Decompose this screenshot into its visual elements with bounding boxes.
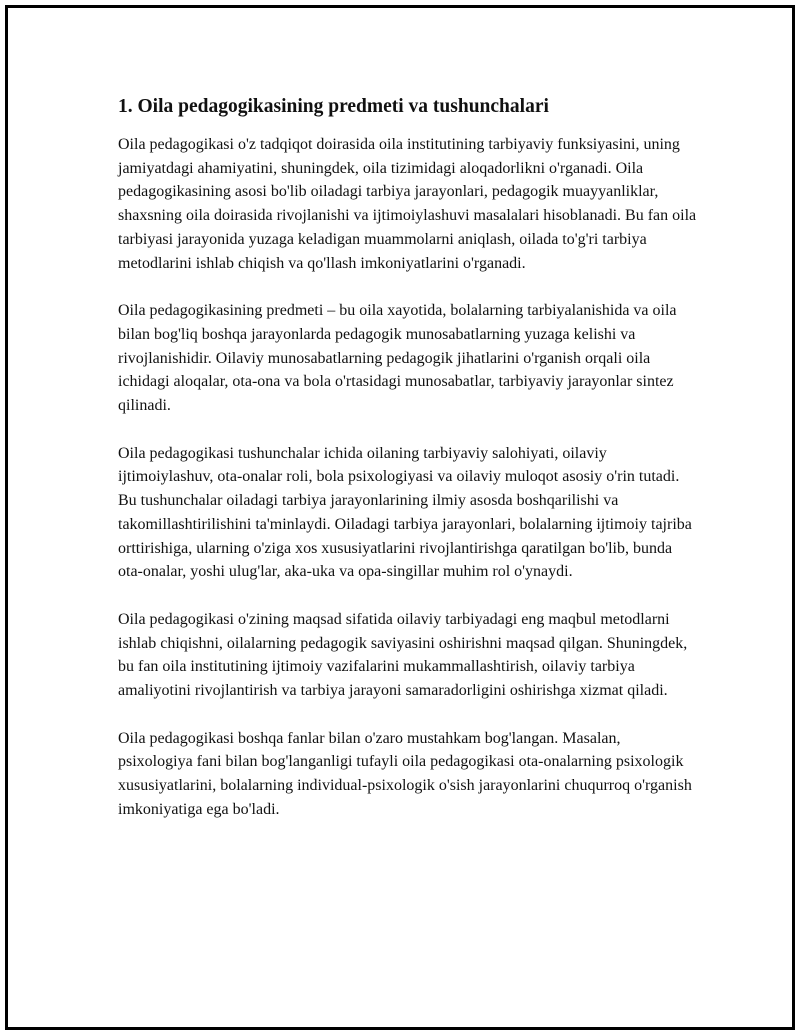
paragraph-1: Oila pedagogikasi o'z tadqiqot doirasida oila institutining tarbiyaviy funksiyasini, uning jamiyatdagi ahamiyatini, shuningdek, oila tizimidagi aloqadorlikni o'rganadi. Oila pedagogikasining asosi bo'lib oiladagi tarbiya jarayonlari, pedagogik muayyanliklar, shaxsning oila doirasida rivojlanishi va ijtimoiylashuvi masalalari hisoblanadi. Bu fan oila tarbiyasi jarayonida yuzaga keladigan muammolarni aniqlash, oilada to'g'ri tarbiya metodlarini ishlab chiqish va qo'llash imkoniyatlarini o'rganadi. — [118, 136, 697, 272]
paragraph-4: Oila pedagogikasi o'zining maqsad sifatida oilaviy tarbiyadagi eng maqbul metodlarni ishlab chiqishni, oilalarning pedagogik saviyasini oshirishni maqsad qilgan. Shuningdek, bu fan oila institutining ijtimoiy vazifalarini mukammallashtirish, oilaviy tarbiya amaliyotini rivojlantirish va tarbiya jarayoni samaradorligini oshirishga xizmat qiladi. — [118, 610, 688, 700]
paragraph-3: Oila pedagogikasi tushunchalar ichida oilaning tarbiyaviy salohiyati, oilaviy ijtimoiylashuv, ota-onalar roli, bola psixologiyasi va oilaviy muloqot asosiy o'rin tutadi. Bu tushunchalar oiladagi tarbiya jarayonlarining ilmiy asosda boshqarilishi va takomillashtirilishini ta'minlaydi. Oiladagi tarbiya jarayonlari, bolalarning ijtimoiy tajriba orttirishiga, ularning o'ziga xos xususiyatlarini rivojlantirishga qaratilgan bo'lib, bunda ota-onalar, yoshi ulug'lar, aka-uka va opa-singillar muhim rol o'ynaydi. — [118, 444, 692, 581]
document-title: 1. Oila pedagogikasining predmeti va tushunchalari — [118, 96, 549, 117]
document-body — [118, 94, 698, 846]
paragraph-5: Oila pedagogikasi boshqa fanlar bilan o'zaro mustahkam bog'langan. Masalan, psixologiya fani bilan bog'langanligi tufayli oila pedagogikasi ota-onalarning psixologik xususiyatlarini, bolalarning individual-psixologik o'sish jarayonlarini chuqurroq o'rganish imkoniyatiga ega bo'ladi. — [118, 729, 692, 818]
paragraph-2: Oila pedagogikasining predmeti – bu oila xayotida, bolalarning tarbiyalanishida va oila bilan bog'liq boshqa jarayonlarda pedagogik munosabatlarning yuzaga kelishi va rivojlanishidir. Oilaviy munosabatlarning pedagogik jihatlarini o'rganish orqali oila ichidagi aloqalar, ota-ona va bola o'rtasidagi munosabatlar, tarbiyaviy jarayonlar sintez qilinadi. — [118, 302, 677, 415]
